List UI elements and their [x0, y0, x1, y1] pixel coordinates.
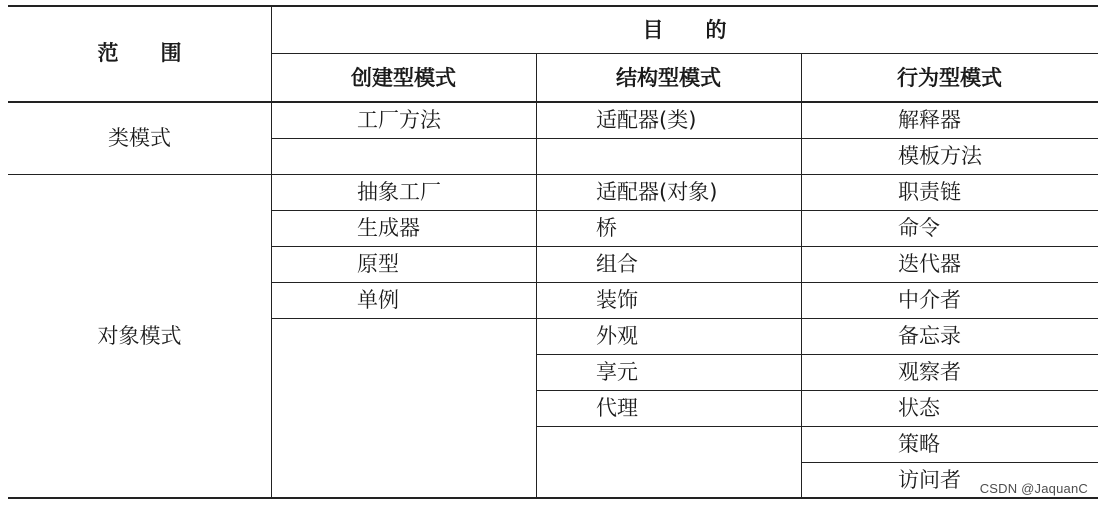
object-scope-label: 对象模式: [97, 324, 182, 348]
object-creational-cell: 单例: [357, 288, 399, 312]
purpose-divider: [271, 53, 1098, 54]
object-behavioral-cell: 备忘录: [898, 324, 961, 348]
obj-row-divider-7: [536, 426, 1098, 427]
object-structural-cell: 外观: [596, 324, 638, 348]
object-structural-cell: 代理: [596, 396, 638, 420]
object-behavioral-cell: 访问者: [898, 468, 961, 492]
object-behavioral-cell: 职责链: [898, 180, 961, 204]
object-behavioral-cell: 策略: [898, 432, 940, 456]
object-behavioral-cell: 迭代器: [898, 252, 961, 276]
top-rule: [8, 5, 1098, 7]
object-structural-cell: 享元: [596, 360, 638, 384]
structural-column-rule: [801, 53, 802, 498]
object-behavioral-cell: 观察者: [898, 360, 961, 384]
object-behavioral-cell: 中介者: [898, 288, 961, 312]
purpose-header: 目 的: [642, 18, 727, 42]
watermark: CSDN @JaquanC: [979, 481, 1088, 496]
object-structural-cell: 桥: [596, 216, 617, 240]
class-scope-label: 类模式: [108, 126, 171, 150]
behavioral-header: 行为型模式: [897, 66, 1002, 90]
obj-row-divider-4: [271, 318, 1098, 319]
object-creational-cell: 原型: [357, 252, 399, 276]
creational-header: 创建型模式: [351, 66, 456, 90]
creational-column-rule: [536, 53, 537, 498]
class-structural-cell: 适配器(类): [596, 108, 697, 132]
object-creational-cell: 抽象工厂: [357, 180, 441, 204]
object-behavioral-cell: 状态: [898, 396, 940, 420]
object-creational-cell: 生成器: [357, 216, 420, 240]
class-creational-cell: 工厂方法: [357, 108, 441, 132]
object-structural-cell: 适配器(对象): [596, 180, 718, 204]
class-behavioral-cell: 解释器: [898, 108, 961, 132]
design-patterns-table: [8, 0, 1098, 506]
object-structural-cell: 装饰: [596, 288, 638, 312]
object-structural-cell: 组合: [596, 252, 638, 276]
object-behavioral-cell: 命令: [898, 216, 940, 240]
scope-header: 范 围: [97, 41, 182, 65]
structural-header: 结构型模式: [616, 66, 721, 90]
class-behavioral-cell: 模板方法: [898, 144, 982, 168]
